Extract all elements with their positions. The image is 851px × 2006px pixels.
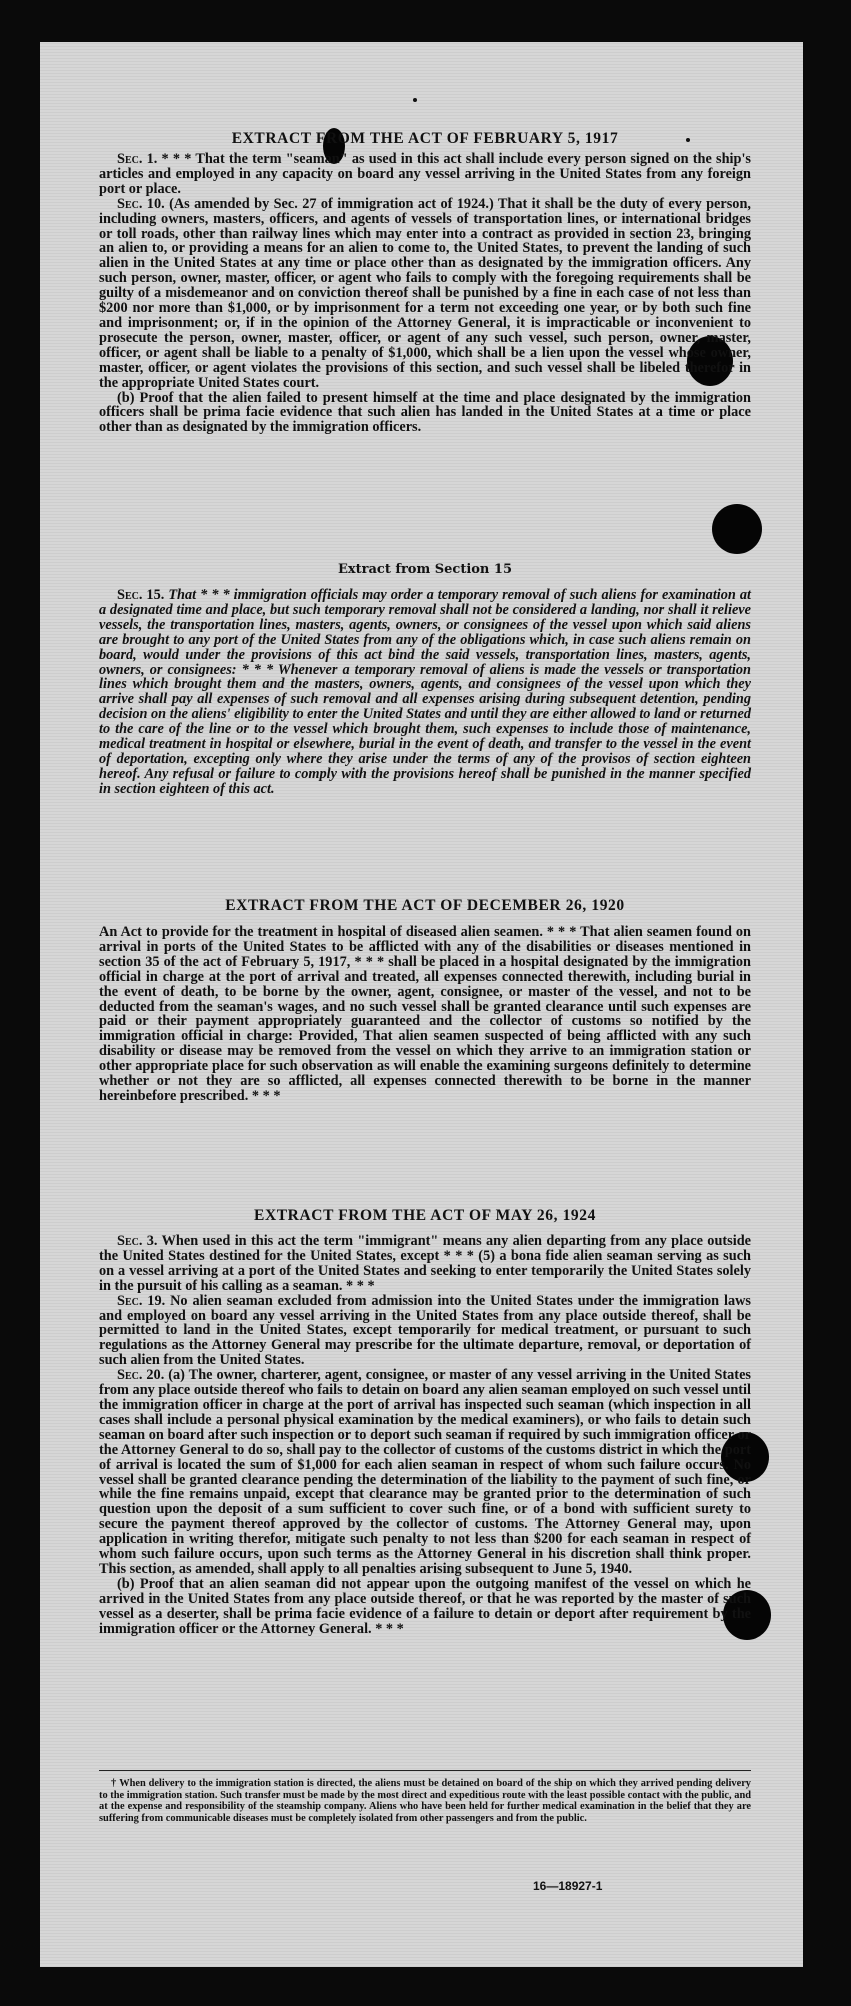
punch-hole xyxy=(712,504,762,554)
sec-10-b-paragraph: (b) Proof that the alien failed to present himself at the time and place designated by the immigration officers shall be prima facie evidence that such alien has landed in the United States at a time or place other than as designated by the immigration officers. xyxy=(99,389,751,436)
sec-20-paragraph: Sec. 20. (a) The owner, charterer, agent, consignee, or master of any vessel arriving in the United States from any place outside thereof who fails to detain on board any alien seaman employed on such vessel until the immigration officer in charge at the port of arrival has inspected such seaman (which inspection in all cases shall include a personal physical examination by the medical examiners), or who fails to detain such seaman on board after such inspection or to deport such seaman if required by such immigration officer or the Attorney General to do so, shall pay to the collector of customs of the customs district in which the port of arrival is located the sum of $1,000 for each alien seaman in respect of whom such failure occurs. No vessel shall be granted clearance pending the determination of the liability to the payment of such fine, or while the fine remains unpaid, except that clearance may be granted prior to the determination of such question upon the deposit of a sum sufficient to cover such fine, or of a bond with sufficient surety to secure the payment thereof approved by the collector of customs. The Attorney General may, upon application in writing therefor, mitigate such penalty to not less than $200 for each seaman in respect of whom such failure occurs, upon such terms as the Attorney General in his discretion shall think proper. This section, as amended, shall apply to all penalties arising subsequent to June 5, 1940. xyxy=(99,1367,751,1577)
sec-10-paragraph: Sec. 10. (As amended by Sec. 27 of immigration act of 1924.) That it shall be the duty of every person, including owners, masters, officers, and agents of vessels of transportation lines, or international bridges or toll roads, other than railway lines which may enter into a contract as provided in section 23, bringing an alien to, or providing a means for an alien to come to, the United States, to prevent the landing of such alien in the United States at any time or place other than as designated by the immigration officers. Any such person, owner, master, officer, or agent who fails to comply with the foregoing requirements shall be guilty of a misdemeanor and on conviction thereof shall be punished by a fine in each case of not less than $200 nor more than $1,000, or by imprisonment for a term not exceeding one year, or by both such fine and imprisonment; or, if in the opinion of the Attorney General, it is impracticable or inconvenient to prosecute the person, owner, master, officer, or agent of any such vessel, such person, owner, master, officer, or agent shall be liable to a penalty of $1,000, which shall be a lien upon the vessel whose owner, master, officer, or agent violates the provisions of this section, and such vessel shall be libeled therefor in the appropriate United States court. xyxy=(99,195,751,391)
section-15-extract xyxy=(99,562,751,797)
footnote-text: † When delivery to the immigration station is directed, the aliens must be detained on board of the ship on which they arrived pending delivery to the immigration station. Such transfer must be made by the most direct and expeditious route with the least possible contact with the public, and at the expense and responsibility of the steamship company. Aliens who have been held for further medical examination in the belief that they are suffering from communicable diseases must be completely isolated from other passengers and from the public. xyxy=(99,1778,751,1824)
document-page xyxy=(40,42,803,1967)
sec-20-b-paragraph: (b) Proof that an alien seaman did not appear upon the outgoing manifest of the vessel on which he arrived in the United States from any place outside thereof, or that he was reported by the master of such vessel as a deserter, shall be prima facie evidence of a failure to detain or deport after requirement by the immigration officer or the Attorney General. * * * xyxy=(99,1575,751,1637)
heading-act-1917: EXTRACT FROM THE ACT OF FEBRUARY 5, 1917 xyxy=(231,130,619,147)
footnote-divider xyxy=(99,1770,751,1771)
sec-3-paragraph: Sec. 3. When used in this act the term "immigrant" means any alien departing from any place outside the United States destined for the United States, except * * * (5) a bona fide alien seaman serving as such on a vessel arriving at a port of the United States and seeking to enter temporarily the United States solely in the pursuit of his calling as a seaman. * * * xyxy=(99,1233,751,1294)
section-1920 xyxy=(99,897,751,1104)
sec-19-paragraph: Sec. 19. No alien seaman excluded from admission into the United States under the immigration laws and employed on board any vessel arriving in the United States from any place outside thereof, shall be permitted to land in the United States, except temporarily for medical treatment, or pursuant to such regulations as the Attorney General may prescribe for the ultimate departure, removal, or deportation of such alien from the United States. xyxy=(99,1292,751,1369)
footnote xyxy=(99,1778,751,1824)
speck xyxy=(413,98,417,102)
heading-act-1924: EXTRACT FROM THE ACT OF MAY 26, 1924 xyxy=(254,1207,596,1224)
section-1917 xyxy=(99,130,751,435)
section-1924 xyxy=(99,1207,751,1636)
heading-act-1920: EXTRACT FROM THE ACT OF DECEMBER 26, 1920 xyxy=(225,897,625,914)
subheading-section-15: Extract from Section 15 xyxy=(337,562,513,577)
sec-15-paragraph: Sec. 15. That * * * immigration officials may order a temporary removal of such aliens for examination at a designated time and place, but such temporary removal shall not be considered a landing, nor shall it relieve vessels, the transportation lines, masters, agents, owners, or consignees of the vessel upon which said aliens are brought to any port of the United States from any of the obligations which, in case such aliens remain on board, would under the provisions of this act bind the said vessels, transportation lines, masters, agents, owners, or consignees: * * * Whenever a temporary removal of aliens is made the vessels or transportation lines which brought them and the masters, owners, agents, and consignees of the vessel upon which they arrive shall pay all expenses of such removal and all expenses arising during subsequent detention, pending decision on the aliens' eligibility to enter the United States and until they are either allowed to land or returned to the care of the line or to the vessel which brought them, such expenses to include those of maintenance, medical treatment in hospital or elsewhere, burial in the event of death, and transfer to the vessel in the event of deportation, excepting only where they arise under the terms of any of the provisos of section eighteen hereof. Any refusal or failure to comply with the provisions hereof shall be punished in the manner specified in section eighteen of this act. xyxy=(99,587,751,797)
act-1920-paragraph: An Act to provide for the treatment in hospital of diseased alien seamen. * * * That alien seamen found on arrival in ports of the United States to be afflicted with any of the disabilities or diseases mentioned in section 35 of the act of February 5, 1917, * * * shall be placed in a hospital designated by the immigration official in charge at the port of arrival and treated, all expenses connected therewith, including burial in the event of death, to be borne by the owner, agent, consignee, or master of the vessel, and not to be deducted from the seaman's wages, and no such vessel shall be granted clearance until such expenses are paid or their payment appropriately guaranteed and the collector of customs so notified by the immigration official in charge: Provided, That alien seamen suspected of being afflicted with any such disability or disease may be removed from the vessel on which they arrive to an immigration station or other appropriate place for such observation as will enable the examining surgeons definitely to determine whether or not they are so afflicted, all expenses connected therewith to be borne in the manner hereinbefore prescribed. * * * xyxy=(99,924,751,1104)
sec-1-paragraph: Sec. 1. * * * That the term "seaman" as used in this act shall include every person signed on the ship's articles and employed in any capacity on board any vessel arriving in the United States from any foreign port or place. xyxy=(99,151,751,197)
form-number: 16—18927-1 xyxy=(533,1879,603,1893)
